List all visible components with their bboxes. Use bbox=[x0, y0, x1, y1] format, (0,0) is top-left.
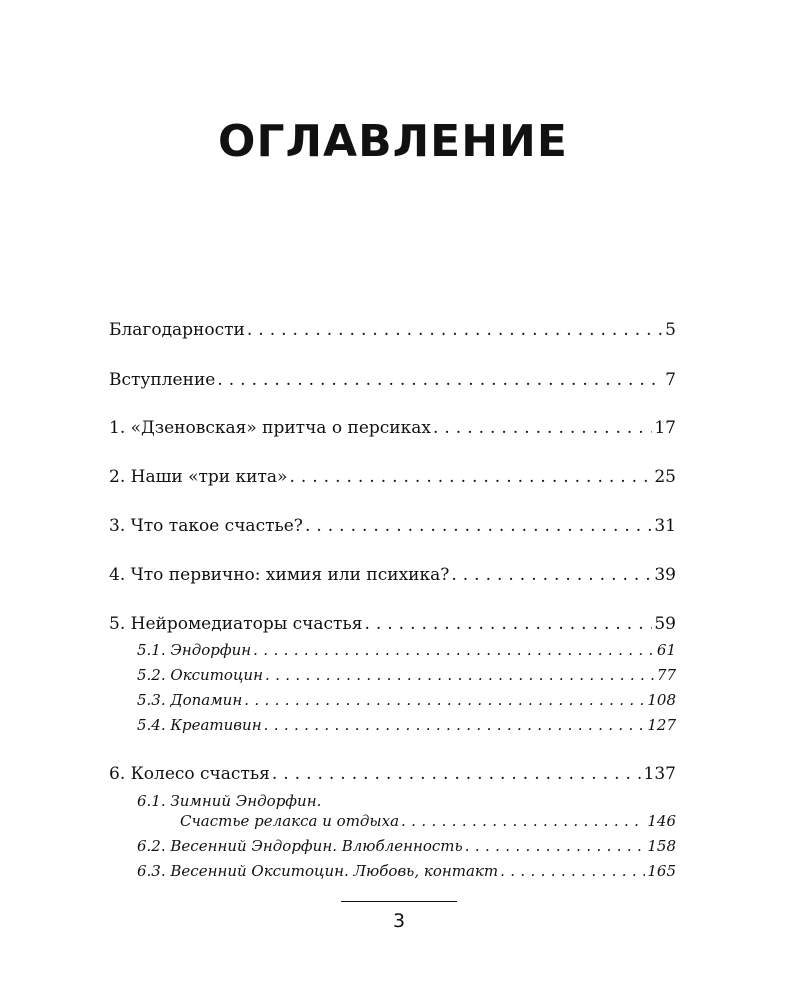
toc-entry-label: 6.3. Весенний Окситоцин. Любовь, контакт bbox=[137, 862, 499, 880]
toc-entry-page: 137 bbox=[643, 764, 676, 784]
toc-entry-page: 158 bbox=[647, 837, 676, 855]
dot-leader bbox=[272, 764, 642, 784]
toc-entry-page: 77 bbox=[656, 666, 676, 684]
toc-entry-label: 6. Колесо счастья bbox=[109, 764, 270, 784]
toc-entry-label: 6.2. Весенний Эндорфин. Влюбленность bbox=[137, 837, 463, 855]
dot-leader bbox=[264, 715, 646, 735]
toc-entry bbox=[109, 418, 676, 438]
toc-subentry bbox=[137, 836, 676, 856]
toc-entry-label: 6.1. Зимний Эндорфин. bbox=[137, 792, 322, 810]
toc-entry-label: 5. Нейромедиаторы счастья bbox=[109, 614, 363, 634]
toc-subentry bbox=[137, 791, 676, 811]
toc-subentry bbox=[137, 861, 676, 881]
toc-subentry bbox=[137, 690, 676, 710]
toc-subentry-continuation bbox=[180, 811, 676, 831]
toc-entry-page: 31 bbox=[654, 516, 676, 536]
toc-entry bbox=[109, 320, 676, 340]
dot-leader bbox=[500, 861, 645, 881]
dot-leader bbox=[401, 811, 645, 831]
toc-subentry bbox=[137, 640, 676, 660]
dot-leader bbox=[247, 320, 663, 340]
page-title: ОГЛАВЛЕНИЕ bbox=[218, 116, 568, 167]
toc-entry-label: Благодарности bbox=[109, 320, 245, 340]
toc-entry-label: 4. Что первично: химия или психика? bbox=[109, 565, 450, 585]
toc-entry-page: 61 bbox=[656, 641, 676, 659]
dot-leader bbox=[289, 467, 652, 487]
toc-entry-page: 7 bbox=[665, 370, 676, 390]
toc-entry-page: 59 bbox=[654, 614, 676, 634]
footer-rule bbox=[341, 901, 457, 902]
toc-entry bbox=[109, 764, 676, 784]
toc-entry-label: 1. «Дзеновская» притча о персиках bbox=[109, 418, 431, 438]
dot-leader bbox=[253, 640, 655, 660]
toc-entry-label: 5.1. Эндорфин bbox=[137, 641, 252, 659]
toc-entry-page: 25 bbox=[654, 467, 676, 487]
dot-leader bbox=[451, 565, 652, 585]
dot-leader bbox=[265, 665, 655, 685]
toc-entry-page: 17 bbox=[654, 418, 676, 438]
dot-leader bbox=[244, 690, 645, 710]
toc-subentry bbox=[137, 665, 676, 685]
toc-entry-label: 2. Наши «три кита» bbox=[109, 467, 288, 487]
dot-leader bbox=[217, 370, 663, 390]
toc-entry-label: 5.4. Креативин bbox=[137, 716, 262, 734]
toc-entry-page: 127 bbox=[647, 716, 676, 734]
toc-entry-label: 5.3. Допамин bbox=[137, 691, 243, 709]
dot-leader bbox=[364, 614, 652, 634]
toc-subentry bbox=[137, 715, 676, 735]
page-number: 3 bbox=[392, 910, 406, 932]
toc-entry bbox=[109, 370, 676, 390]
toc-entry-label: Вступление bbox=[109, 370, 216, 390]
toc-entry bbox=[109, 614, 676, 634]
toc-entry-label: 5.2. Окситоцин bbox=[137, 666, 263, 684]
dot-leader bbox=[465, 836, 646, 856]
toc-entry-page: 108 bbox=[647, 691, 676, 709]
toc-entry-page: 146 bbox=[647, 812, 676, 830]
dot-leader bbox=[433, 418, 652, 438]
dot-leader bbox=[305, 516, 652, 536]
toc-entry-page: 165 bbox=[647, 862, 676, 880]
toc-entry-page: 5 bbox=[665, 320, 676, 340]
toc-entry bbox=[109, 565, 676, 585]
toc-entry-label: 3. Что такое счастье? bbox=[109, 516, 303, 536]
toc-entry bbox=[109, 467, 676, 487]
toc-entry-label-continuation: Счастье релакса и отдыха bbox=[180, 812, 400, 830]
toc-entry-page: 39 bbox=[654, 565, 676, 585]
toc-entry bbox=[109, 516, 676, 536]
